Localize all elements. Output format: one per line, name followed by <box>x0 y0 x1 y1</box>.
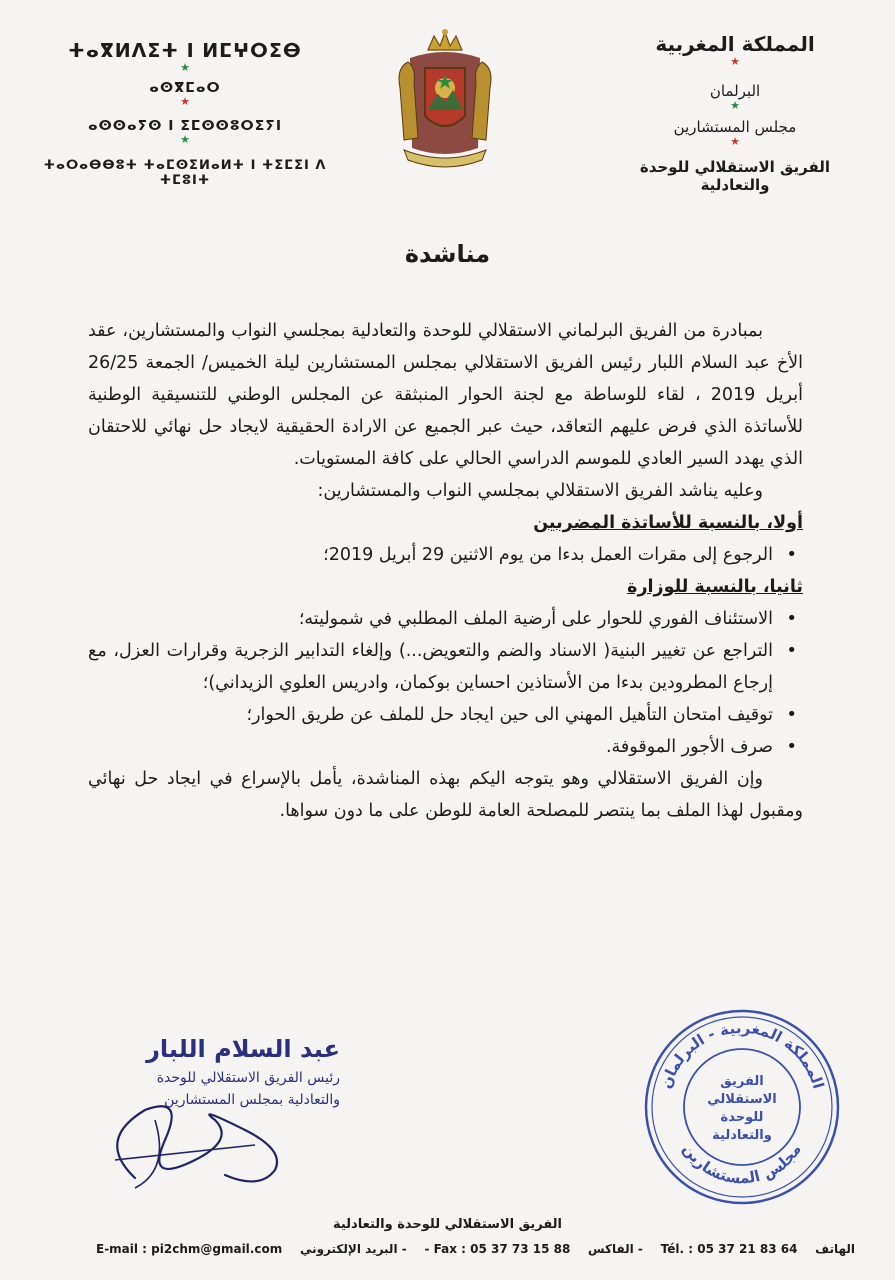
svg-text:مجلس المستشارين <box>679 1141 805 1188</box>
footer-tel: Tél. : 05 37 21 83 64 <box>660 1242 798 1256</box>
list-item: • الاستئناف الفوري للحوار على أرضية الملف المطلبي في شموليته؛ <box>88 603 773 635</box>
list-item: • توقيف امتحان التأهيل المهني الى حين ايجاد حل للملف عن طريق الحوار؛ <box>88 699 773 731</box>
footer-tel-label: الهاتف <box>815 1242 855 1256</box>
footer-team: الفريق الاستقلالي للوحدة والتعادلية <box>332 1217 563 1232</box>
tifinagh-kingdom: ⵜⴰⴳⵍⴷⵉⵜ ⵏ ⵍⵎⵖⵔⵉⴱ <box>68 40 302 62</box>
footer-email: E-mail : pi2chm@gmail.com <box>96 1242 283 1256</box>
team-label: الفريق الاستقلالي للوحدة والتعادلية <box>639 158 831 194</box>
list-item: • الرجوع إلى مقرات العمل بدءا من يوم الاثنين 29 أبريل 2019؛ <box>88 539 773 571</box>
star-icon: ★ <box>730 99 740 112</box>
section2-heading: ثانيا، بالنسبة للوزارة <box>627 577 803 597</box>
stamp-inner-line2: الاستقلالي <box>707 1092 777 1107</box>
signatory-name: عبد السلام اللبار <box>146 1035 340 1063</box>
stamp-inner-line4: والتعادلية <box>712 1128 772 1143</box>
document-title: مناشدة <box>404 240 491 268</box>
council-label: مجلس المستشارين <box>673 118 797 136</box>
footer-email-label: - البريد الإلكتروني <box>299 1242 407 1256</box>
stamp-outer-top: المملكة المغربية - البرلمان <box>656 1018 828 1091</box>
appeal-paragraph: وعليه يناشد الفريق الاستقلالي بمجلسي النواب والمستشارين: <box>317 481 763 501</box>
official-stamp <box>640 1005 845 1210</box>
stamp-inner-line1: الفريق <box>720 1074 764 1089</box>
parliament-label: البرلمان <box>709 82 761 100</box>
section2-list <box>88 603 803 763</box>
tifinagh-team: ⵜⴰⵔⴰⴱⴱⵓⵜ ⵜⴰⵎⵙⵉⵍⴰⵍⵜ ⵏ ⵜⵉⵎⵉⵏ ⴷ ⵜⵎⵓⵏⵜ <box>43 158 327 188</box>
closing-paragraph: وإن الفريق الاستقلالي وهو يتوجه اليكم بهذه المناشدة، يأمل بالإسراع في ايجاد حل نهائي ومقبول لهذا الملف بما ينتصر للمصلحة العامة للوطن على ما دون سواها. <box>88 769 803 821</box>
list-item: • التراجع عن تغيير البنية( الاسناد والضم والتعويض...) وإلغاء التدابير الزجرية وقرارات العزل، مع إرجاع المطرودين بدءا من الأستاذين احساين بوكمان، وادريس العلوي الزيداني)؛ <box>88 635 773 699</box>
section1-heading: أولا، بالنسبة للأساتذة المضربين <box>533 513 803 533</box>
stamp-inner-line3: للوحدة <box>720 1110 764 1125</box>
footer-fax: - Fax : 05 37 73 15 88 <box>424 1242 571 1256</box>
tifinagh-parliament: ⴰⵙⴳⵎⴰⵔ <box>149 80 221 96</box>
coat-of-arms-icon <box>390 28 500 173</box>
star-icon: ★ <box>180 133 190 146</box>
list-item: • صرف الأجور الموقوفة. <box>88 731 773 763</box>
stamp-outer-bottom: مجلس المستشارين <box>679 1140 805 1188</box>
section1-list <box>88 539 803 571</box>
kingdom-title: المملكة المغربية <box>655 32 815 56</box>
header-arabic <box>615 32 855 194</box>
footer-fax-label: - الفاكس <box>588 1242 643 1256</box>
star-icon: ★ <box>730 135 740 148</box>
intro-paragraph: بمبادرة من الفريق البرلماني الاستقلالي للوحدة والتعادلية بمجلسي النواب والمستشارين، عقد الأخ عبد السلام اللبار رئيس الفريق الاستقلالي بمجلس المستشارين ليلة الخميس/ الجمعة 26/25 أبريل 2019 ، لقاء للوساطة مع لجنة الحوار المنبثقة عن المجلس الوطني للتنسيقية الوطنية للأساتذة الذي فرض عليهم التعاقد، حيث عبر الجميع عن الارادة الحقيقية لايجاد حل نهائي للاحتقان الذي يهدد السير العادي للموسم الدراسي الحالي على كافة المستويات. <box>88 321 803 469</box>
footer-contact <box>96 1242 855 1256</box>
letter-body <box>88 315 803 827</box>
star-icon: ★ <box>180 61 190 74</box>
tifinagh-council: ⴰⵙⵙⴰⵢⵙ ⵏ ⵉⵎⵙⵙⵓⵔⵉⵢⵏ <box>87 118 283 134</box>
star-icon: ★ <box>730 55 740 68</box>
signatory-role-line1: رئيس الفريق الاستقلالي للوحدة <box>156 1070 340 1086</box>
handwritten-signature <box>75 1100 305 1190</box>
star-icon: ★ <box>180 95 190 108</box>
signatory-role-line2: والتعادلية بمجلس المستشارين <box>164 1092 340 1108</box>
header-tifinagh <box>35 40 335 188</box>
